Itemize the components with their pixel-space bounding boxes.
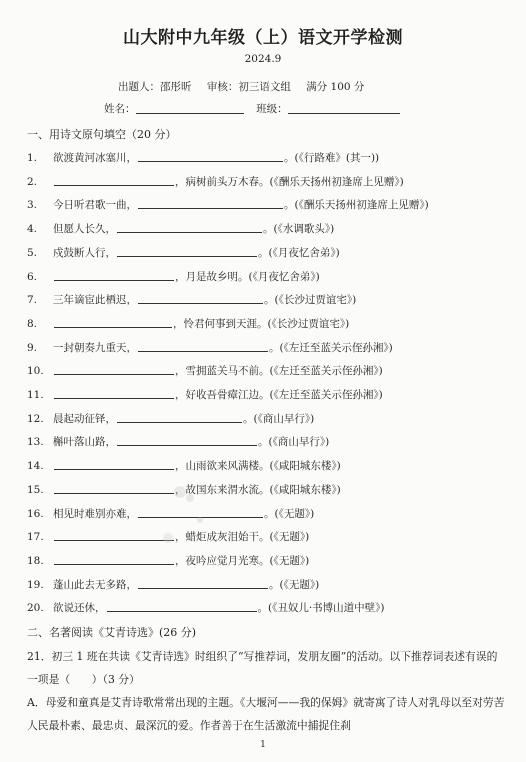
item-number: 19. <box>27 578 44 591</box>
item-number: 2. <box>27 175 38 188</box>
item-number: 3. <box>27 199 38 212</box>
item-source: 。(《丑奴儿·书博山道中壁》) <box>257 602 385 615</box>
item-source: 。(《水调歌头》) <box>263 223 335 236</box>
item-number: 15. <box>27 483 44 496</box>
item-prompt: 三年谪宦此栖迟， <box>53 294 137 307</box>
answer-blank[interactable] <box>117 221 262 233</box>
exam-title: 山大附中九年级（上）语文开学检测 <box>123 28 403 48</box>
answer-blank[interactable] <box>54 174 174 186</box>
class-field[interactable] <box>288 102 400 114</box>
item-number: 16. <box>27 507 44 520</box>
item-source: ，夜吟应觉月光寒。(《无题》) <box>175 554 310 567</box>
answer-blank[interactable] <box>117 245 257 257</box>
item-number: 14. <box>27 460 44 473</box>
fill-in-item <box>27 174 404 188</box>
section-2-heading: 二、名著阅读《艾青诗选》(26 分) <box>27 626 197 639</box>
section-1-heading: 一、用诗文原句填空（20 分） <box>27 128 177 141</box>
item-prompt: 欲说还休， <box>53 602 106 615</box>
fill-in-item <box>27 434 329 448</box>
answer-blank[interactable] <box>138 197 283 209</box>
item-number: 6. <box>27 270 38 283</box>
item-number: 12. <box>27 412 44 425</box>
item-source: ，怜君何事到天涯。(《长沙过贾谊宅》) <box>173 317 350 330</box>
answer-blank[interactable] <box>54 316 172 328</box>
item-source: ，好收吾骨瘴江边。(《左迁至蓝关示侄孙湘》) <box>175 389 383 401</box>
answer-blank[interactable] <box>138 292 263 304</box>
answer-blank[interactable] <box>117 434 257 446</box>
reviewer-label: 审核：初三语文组 <box>206 81 291 93</box>
score-label: 满分 100 分 <box>306 81 365 93</box>
item-prompt: 但愿人长久， <box>53 223 116 236</box>
answer-blank[interactable] <box>54 363 174 375</box>
item-source: ，故国东来渭水流。(《咸阳城东楼》) <box>175 483 341 496</box>
answer-blank[interactable] <box>54 387 174 399</box>
exam-date: 2024.9 <box>244 53 282 65</box>
answer-blank[interactable] <box>138 150 283 162</box>
item-number: 4. <box>27 223 38 236</box>
item-source: 。(《长沙过贾谊宅》) <box>264 294 357 307</box>
item-prompt: 戍鼓断人行， <box>53 246 116 259</box>
item-prompt: 晨起动征铎， <box>53 412 116 425</box>
question-21: 21．初三 1 班在共读《艾青诗选》时组织了“写推荐词，发朋友圈”的活动。以下推荐词表述有误的一项是（ ）（3 分） <box>27 650 498 686</box>
item-source: ，病树前头万木春。(《酬乐天扬州初逢席上见赠》) <box>175 175 404 188</box>
fill-in-item <box>27 600 385 614</box>
item-source: 。(《商山早行》) <box>243 412 315 425</box>
answer-blank[interactable] <box>138 340 268 352</box>
item-prompt: 蓬山此去无多路， <box>53 578 137 591</box>
item-source: ，蜡炬成灰泪始干。(《无题》) <box>175 531 310 544</box>
item-prompt: 槲叶落山路， <box>53 436 116 449</box>
student-info-line <box>104 101 400 116</box>
item-number: 18. <box>27 554 44 567</box>
item-number: 5. <box>27 246 38 259</box>
name-field[interactable] <box>136 102 244 114</box>
fill-in-item <box>27 411 314 425</box>
item-prompt: 欲渡黄河冰塞川， <box>53 152 137 164</box>
answer-blank[interactable] <box>138 577 268 589</box>
item-number: 9. <box>27 341 38 354</box>
item-source: 。(《酬乐天扬州初逢席上见赠》) <box>284 199 429 212</box>
fill-in-item <box>27 340 393 354</box>
item-source: 。(《左迁至蓝关示侄孙湘》) <box>269 341 393 354</box>
item-source: 。(《月夜忆舍弟》) <box>258 246 340 259</box>
item-source: ，山雨欲来风满楼。(《咸阳城东楼》) <box>175 460 341 473</box>
item-source: 。(《商山早行》) <box>258 436 330 449</box>
item-number: 10. <box>27 365 44 378</box>
item-source: 。(《无题》) <box>264 507 315 520</box>
item-prompt: 相见时难别亦难， <box>53 507 137 520</box>
item-source: 。(《行路难》(其一)) <box>284 152 380 164</box>
item-source: ，月是故乡明。(《月夜忆舍弟》) <box>175 270 320 283</box>
item-prompt: 一封朝奏九重天， <box>53 341 137 354</box>
fill-in-item <box>27 363 383 377</box>
fill-in-item <box>27 316 349 330</box>
fill-in-item <box>27 292 356 306</box>
item-number: 1. <box>27 152 38 164</box>
question-21-option-a: A．母爱和童真是艾青诗歌常常出现的主题。《大堰河——我的保姆》就寄寓了诗人对乳母以至对劳苦人民最朴素、最忠贞、最深沉的爱。作者善于在生活激流中捕捉住刹 <box>27 696 505 732</box>
name-label: 姓名： <box>104 103 136 115</box>
fill-in-item <box>27 577 319 591</box>
fill-in-item <box>27 387 383 401</box>
fill-in-item <box>27 197 429 211</box>
answer-blank[interactable] <box>54 458 174 470</box>
item-number: 11. <box>27 389 44 401</box>
fill-in-item <box>27 245 340 259</box>
item-number: 13. <box>27 436 44 449</box>
fill-in-item <box>27 150 379 164</box>
fill-in-item <box>27 221 334 235</box>
fill-in-item <box>27 458 341 472</box>
answer-blank[interactable] <box>107 600 257 612</box>
item-number: 7. <box>27 294 38 307</box>
item-number: 8. <box>27 317 38 330</box>
scan-smudge <box>140 480 230 560</box>
item-number: 17. <box>27 531 44 544</box>
author-label: 出题人：邵彤昕 <box>118 81 192 93</box>
item-source: 。(《无题》) <box>269 578 320 591</box>
item-source: ，雪拥蓝关马不前。(《左迁至蓝关示侄孙湘》) <box>175 365 383 378</box>
answer-blank[interactable] <box>54 269 174 281</box>
answer-blank[interactable] <box>117 411 242 423</box>
fill-in-item <box>27 269 320 283</box>
page-number: 1 <box>260 740 266 750</box>
exam-meta <box>118 79 376 94</box>
item-prompt: 今日听君歌一曲， <box>53 199 137 212</box>
item-number: 20. <box>27 602 44 615</box>
class-label: 班级： <box>256 103 288 115</box>
